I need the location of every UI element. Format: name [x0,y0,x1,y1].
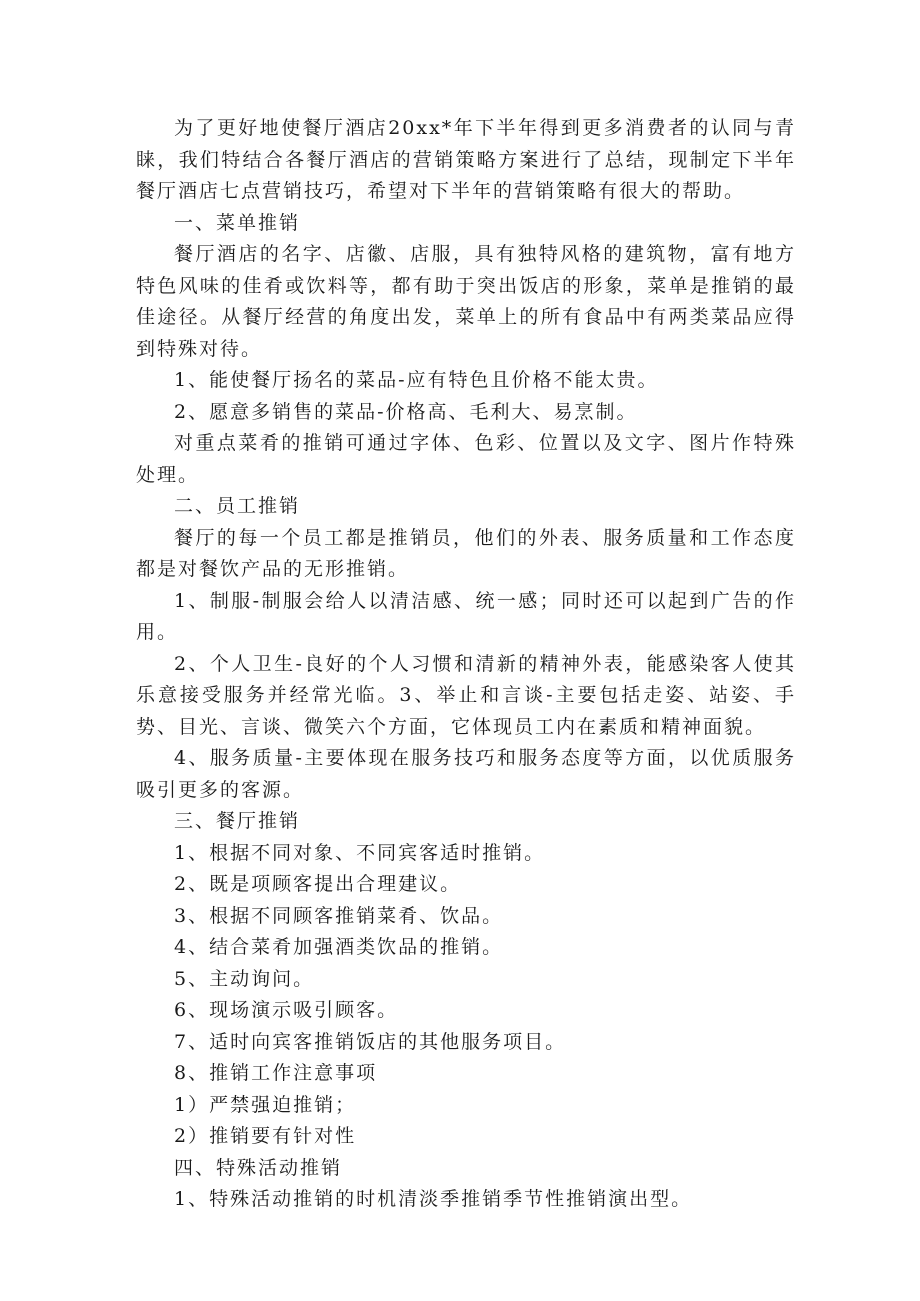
list-item: 2、既是项顾客提出合理建议。 [174,873,462,895]
list-item: 3、根据不同顾客推销菜肴、饮品。 [174,904,504,927]
list-item: 7、适时向宾客推销饭店的其他服务项目。 [174,1030,567,1053]
list-item: 1、特殊活动推销的时机清淡季推销季节性推销演出型。 [174,1188,693,1210]
list-item: 5、主动询问。 [174,967,315,990]
staff-promotion-paragraph: 餐厅的每一个员工都是推销员，他们的外表、服务质量和工作态度都是对餐饮产品的无形推销。 [136,526,796,580]
list-item: 6、现场演示吸引顾客。 [174,999,399,1021]
section-heading-restaurant-promotion: 三、餐厅推销 [174,810,301,832]
intro-paragraph: 为了更好地使餐厅酒店20xx*年下半年得到更多消费者的认同与青睐，我们特结合各餐厅酒店的营销策略方案进行了总结，现制定下半年餐厅酒店七点营销技巧，希望对下半年的营销策略有很大的帮助。 [136,117,796,202]
list-item: 1、制服-制服会给人以清洁感、统一感；同时还可以起到广告的作用。 [136,589,796,643]
section-heading-menu-promotion: 一、菜单推销 [174,211,301,234]
list-item: 4、结合菜肴加强酒类饮品的推销。 [174,936,504,958]
section-heading-special-event-promotion: 四、特殊活动推销 [174,1156,343,1179]
document-body [136,113,796,1216]
list-item: 2）推销要有针对性 [174,1125,357,1147]
list-item: 1、能使餐厅扬名的菜品-应有特色且价格不能太贵。 [174,369,659,391]
list-item: 2、个人卫生-良好的个人习惯和清新的精神外表，能感染客人使其乐意接受服务并经常光临。3、举止和言谈-主要包括走姿、站姿、手势、目光、言谈、微笑六个方面，它体现员工内在素质和精神面貌。 [136,652,796,738]
list-item: 8、推销工作注意事项 [174,1062,378,1084]
key-dish-paragraph: 对重点菜肴的推销可通过字体、色彩、位置以及文字、图片作特殊处理。 [136,432,796,486]
list-item: 4、服务质量-主要体现在服务技巧和服务态度等方面，以优质服务吸引更多的客源。 [136,747,796,801]
list-item: 2、愿意多销售的菜品-价格高、毛利大、易烹制。 [174,400,638,423]
list-item: 1）严禁强迫推销； [174,1093,357,1116]
list-item: 1、根据不同对象、不同宾客适时推销。 [174,841,546,864]
menu-promotion-paragraph: 餐厅酒店的名字、店徽、店服，具有独特风格的建筑物，富有地方特色风味的佳肴或饮料等，都有助于突出饭店的形象，菜单是推销的最佳途径。从餐厅经营的角度出发，菜单上的所有食品中有两类菜品应得到特殊对待。 [136,243,796,360]
section-heading-staff-promotion: 二、员工推销 [174,495,301,517]
